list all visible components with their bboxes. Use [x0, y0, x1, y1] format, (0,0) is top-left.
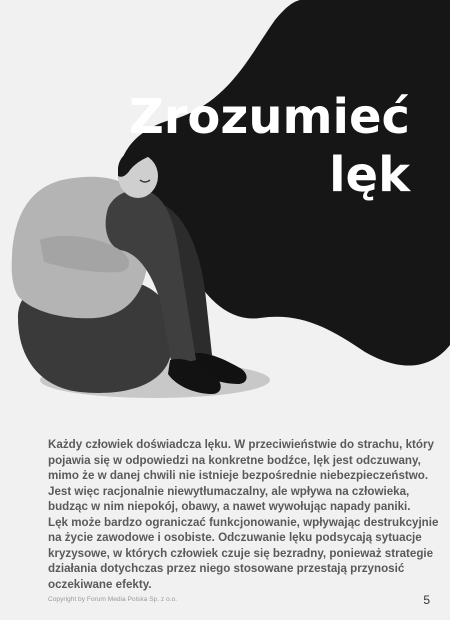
page-number: 5	[423, 593, 430, 607]
page-title	[110, 88, 410, 204]
body-line: na życie zawodowe i osobiste. Odczuwanie lęku podsycają sytuacje	[48, 531, 422, 544]
title-line-2: lęk	[329, 147, 410, 203]
copyright-notice: Copyright by Forum Media Polska Sp. z o.o.	[48, 596, 177, 603]
body-line: Każdy człowiek doświadcza lęku. W przeciwieństwie do strachu, który	[48, 438, 434, 451]
body-line: Jest więc racjonalnie niewytłumaczalny, ale wpływa na człowieka,	[48, 484, 410, 498]
body-paragraph	[48, 437, 439, 592]
body-line: budząc w nim niepokój, obawy, a nawet wywołując napady paniki.	[48, 500, 411, 513]
body-line: oczekiwane efekty.	[48, 577, 152, 591]
body-line: pojawia się w odpowiedzi na konkretne bodźce, lęk jest odczuwany,	[48, 453, 421, 467]
title-line-1: Zrozumieć	[128, 89, 410, 145]
body-line: Lęk może bardzo ograniczać funkcjonowanie, wpływając destrukcyjnie	[48, 515, 439, 529]
body-line: kryzysowe, w których człowiek czuje się bezradny, ponieważ strategie	[48, 546, 434, 560]
body-line: mimo że w danej chwili nie istnieje bezpośrednie niebezpieczeństwo.	[48, 469, 429, 482]
body-line: działania dotychczas przez niego stosowane przestają przynosić	[48, 562, 405, 575]
